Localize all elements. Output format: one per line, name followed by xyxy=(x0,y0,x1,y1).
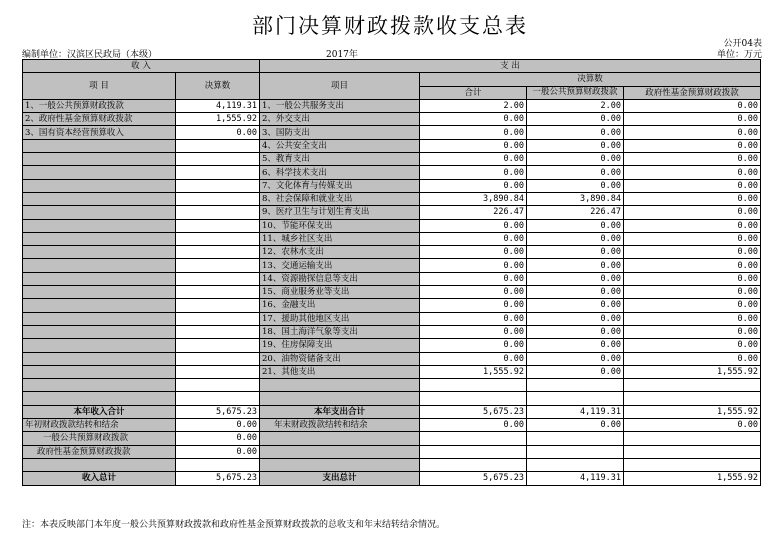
income-item-value xyxy=(176,325,260,338)
expense-general: 0.00 xyxy=(527,232,624,245)
income-item-label xyxy=(23,325,176,338)
income-item-value xyxy=(176,153,260,166)
header-row-1 xyxy=(23,60,761,73)
expense-general: 0.00 xyxy=(527,339,624,352)
expense-item-label: 16、金融支出 xyxy=(260,299,420,312)
expense-general: 0.00 xyxy=(527,139,624,152)
blank-cell xyxy=(260,392,420,405)
expense-total-sum: 5,675.23 xyxy=(420,405,527,418)
expense-fund: 0.00 xyxy=(624,259,761,272)
income-item-label xyxy=(23,206,176,219)
expense-item-label: 2、外交支出 xyxy=(260,113,420,126)
footnote: 注：本表反映部门本年度一般公共预算财政拨款和政府性基金预算财政拨款的总收支和年末结转结余情况。 xyxy=(22,520,446,530)
income-item-label xyxy=(23,299,176,312)
income-item-label xyxy=(23,352,176,365)
grand-in-value: 5,675.23 xyxy=(176,472,260,485)
table-row xyxy=(23,232,761,245)
expense-fund: 0.00 xyxy=(624,139,761,152)
form-code: 公开04表 xyxy=(723,39,762,49)
carry-out-label: 年末财政拨款结转和结余 xyxy=(260,419,420,432)
expense-item-label: 3、国防支出 xyxy=(260,126,420,139)
expense-fund: 0.00 xyxy=(624,192,761,205)
expense-item-label: 18、国土海洋气象等支出 xyxy=(260,325,420,338)
grand-total-row xyxy=(23,472,761,485)
expense-item-label: 7、文化体育与传媒支出 xyxy=(260,179,420,192)
blank-cell xyxy=(23,458,176,471)
blank-cell xyxy=(624,392,761,405)
expense-fund: 0.00 xyxy=(624,113,761,126)
sub2-label: 政府性基金预算财政拨款 xyxy=(23,445,176,458)
expense-item-label: 12、农林水支出 xyxy=(260,246,420,259)
blank-cell xyxy=(624,458,761,471)
expense-fund: 0.00 xyxy=(624,166,761,179)
expense-total: 2.00 xyxy=(420,99,527,112)
table-row xyxy=(23,325,761,338)
report-title: 部门决算财政拨款收支总表 xyxy=(252,14,528,38)
expense-fund: 0.00 xyxy=(624,325,761,338)
expense-general: 0.00 xyxy=(527,179,624,192)
table-row xyxy=(23,99,761,112)
expense-fund: 0.00 xyxy=(624,272,761,285)
blank-cell xyxy=(624,445,761,458)
blank-cell xyxy=(527,432,624,445)
income-item-label xyxy=(23,339,176,352)
income-item-value: 1,555.92 xyxy=(176,113,260,126)
income-item-label: 1、一般公共预算财政拨款 xyxy=(23,99,176,112)
expense-total-general: 4,119.31 xyxy=(527,405,624,418)
expense-item-label: 10、节能环保支出 xyxy=(260,219,420,232)
income-item-label: 2、政府性基金预算财政拨款 xyxy=(23,113,176,126)
blank-cell xyxy=(260,445,420,458)
expense-total: 0.00 xyxy=(420,246,527,259)
table-row xyxy=(23,272,761,285)
sub2-value: 0.00 xyxy=(176,445,260,458)
expense-item-label: 21、其他支出 xyxy=(260,365,420,378)
expense-general: 2.00 xyxy=(527,99,624,112)
blank-cell xyxy=(260,432,420,445)
income-amount-header: 决算数 xyxy=(176,73,260,100)
expense-fund: 0.00 xyxy=(624,126,761,139)
expense-fund: 0.00 xyxy=(624,299,761,312)
fund-col-header: 政府性基金预算财政拨款 xyxy=(624,86,761,99)
expense-total: 0.00 xyxy=(420,325,527,338)
income-item-label: 3、国有资本经营预算收入 xyxy=(23,126,176,139)
blank-cell xyxy=(176,379,260,392)
carry-out-fund: 0.00 xyxy=(624,419,761,432)
expense-fund: 0.00 xyxy=(624,232,761,245)
expense-general: 0.00 xyxy=(527,219,624,232)
income-item-value xyxy=(176,259,260,272)
blank-row xyxy=(23,458,761,471)
expense-general: 226.47 xyxy=(527,206,624,219)
sub2-row xyxy=(23,445,761,458)
expense-fund: 0.00 xyxy=(624,206,761,219)
blank-cell xyxy=(527,445,624,458)
table-row xyxy=(23,365,761,378)
expense-general: 0.00 xyxy=(527,113,624,126)
expense-total: 0.00 xyxy=(420,299,527,312)
expense-total: 0.00 xyxy=(420,153,527,166)
table-row xyxy=(23,219,761,232)
income-item-label xyxy=(23,259,176,272)
income-total: 5,675.23 xyxy=(176,405,260,418)
income-item-value xyxy=(176,206,260,219)
table-row xyxy=(23,339,761,352)
grand-in-label: 收入总计 xyxy=(23,472,176,485)
income-item-label xyxy=(23,192,176,205)
expense-item-label: 19、住房保障支出 xyxy=(260,339,420,352)
table-row xyxy=(23,179,761,192)
sub1-label: 一般公共预算财政拨款 xyxy=(23,432,176,445)
expense-general: 0.00 xyxy=(527,126,624,139)
income-header: 收 入 xyxy=(23,60,260,73)
expense-fund: 0.00 xyxy=(624,286,761,299)
expense-total: 1,555.92 xyxy=(420,365,527,378)
expense-fund: 0.00 xyxy=(624,153,761,166)
income-item-value xyxy=(176,232,260,245)
year-label: 2017年 xyxy=(326,50,358,60)
grand-out-fund: 1,555.92 xyxy=(624,472,761,485)
expense-total: 0.00 xyxy=(420,126,527,139)
expense-item-label: 8、社会保障和就业支出 xyxy=(260,192,420,205)
table-row xyxy=(23,352,761,365)
expense-item-label: 1、一般公共服务支出 xyxy=(260,99,420,112)
expense-item-label: 13、交通运输支出 xyxy=(260,259,420,272)
expense-general: 0.00 xyxy=(527,299,624,312)
carry-row xyxy=(23,419,761,432)
grand-out-general: 4,119.31 xyxy=(527,472,624,485)
expense-item-label: 14、资源勘探信息等支出 xyxy=(260,272,420,285)
expense-total: 0.00 xyxy=(420,312,527,325)
income-item-label xyxy=(23,219,176,232)
income-item-value xyxy=(176,312,260,325)
blank-cell xyxy=(527,392,624,405)
income-item-value: 4,119.31 xyxy=(176,99,260,112)
carry-out-value: 0.00 xyxy=(420,419,527,432)
blank-cell xyxy=(420,392,527,405)
blank-cell xyxy=(176,392,260,405)
expense-fund: 0.00 xyxy=(624,246,761,259)
income-item-value xyxy=(176,166,260,179)
income-item-value xyxy=(176,272,260,285)
expense-general: 0.00 xyxy=(527,259,624,272)
expense-total: 226.47 xyxy=(420,206,527,219)
sub1-row xyxy=(23,432,761,445)
expense-item-label: 9、医疗卫生与计划生育支出 xyxy=(260,206,420,219)
expense-fund: 0.00 xyxy=(624,352,761,365)
blank-cell xyxy=(624,379,761,392)
expense-fund: 0.00 xyxy=(624,219,761,232)
expense-item-label: 17、援助其他地区支出 xyxy=(260,312,420,325)
expense-total: 0.00 xyxy=(420,286,527,299)
blank-cell xyxy=(420,432,527,445)
expense-amount-header: 决算数 xyxy=(420,73,761,86)
expense-item-label: 6、科学技术支出 xyxy=(260,166,420,179)
income-item-header: 项 目 xyxy=(23,73,176,100)
income-expense-total-row xyxy=(23,405,761,418)
income-item-value: 0.00 xyxy=(176,126,260,139)
sub1-value: 0.00 xyxy=(176,432,260,445)
table-row xyxy=(23,153,761,166)
income-item-label xyxy=(23,312,176,325)
income-item-label xyxy=(23,272,176,285)
blank-cell xyxy=(23,392,176,405)
income-item-label xyxy=(23,365,176,378)
income-item-value xyxy=(176,365,260,378)
budget-table xyxy=(22,59,761,486)
income-item-value xyxy=(176,219,260,232)
table-row xyxy=(23,192,761,205)
blank-cell xyxy=(420,445,527,458)
carry-in-value: 0.00 xyxy=(176,419,260,432)
income-item-value xyxy=(176,339,260,352)
header-row-2 xyxy=(23,73,761,86)
income-item-value xyxy=(176,286,260,299)
table-row xyxy=(23,113,761,126)
income-item-value xyxy=(176,246,260,259)
expense-fund: 1,555.92 xyxy=(624,365,761,378)
table-row xyxy=(23,126,761,139)
expense-item-header: 项目 xyxy=(260,73,420,100)
table-row xyxy=(23,286,761,299)
blank-row xyxy=(23,379,761,392)
expense-general: 0.00 xyxy=(527,325,624,338)
table-row xyxy=(23,259,761,272)
blank-cell xyxy=(420,379,527,392)
expense-total: 0.00 xyxy=(420,352,527,365)
expense-total-label: 本年支出合计 xyxy=(260,405,420,418)
expense-fund: 0.00 xyxy=(624,99,761,112)
expense-total: 0.00 xyxy=(420,166,527,179)
income-item-label xyxy=(23,286,176,299)
carry-out-general: 0.00 xyxy=(527,419,624,432)
income-item-label xyxy=(23,232,176,245)
currency-unit: 单位：万元 xyxy=(716,50,762,60)
carry-in-label: 年初财政拨款结转和结余 xyxy=(23,419,176,432)
expense-fund: 0.00 xyxy=(624,312,761,325)
income-item-label xyxy=(23,166,176,179)
expense-fund: 0.00 xyxy=(624,339,761,352)
expense-item-label: 4、公共安全支出 xyxy=(260,139,420,152)
expense-general: 0.00 xyxy=(527,166,624,179)
blank-cell xyxy=(624,432,761,445)
income-item-label xyxy=(23,153,176,166)
income-item-label xyxy=(23,179,176,192)
expense-general: 0.00 xyxy=(527,246,624,259)
expense-total: 0.00 xyxy=(420,113,527,126)
expense-total-fund: 1,555.92 xyxy=(624,405,761,418)
general-col-header: 一般公共预算财政拨款 xyxy=(527,86,624,99)
blank-cell xyxy=(527,458,624,471)
income-item-value xyxy=(176,139,260,152)
grand-out-label: 支出总计 xyxy=(260,472,420,485)
income-item-label xyxy=(23,139,176,152)
table-row xyxy=(23,206,761,219)
expense-total: 0.00 xyxy=(420,272,527,285)
income-item-value xyxy=(176,299,260,312)
expense-header: 支 出 xyxy=(260,60,761,73)
expense-fund: 0.00 xyxy=(624,179,761,192)
unit-label: 编制单位：汉滨区民政局（本级） xyxy=(22,50,158,60)
expense-item-label: 20、油物资储备支出 xyxy=(260,352,420,365)
table-row xyxy=(23,166,761,179)
expense-item-label: 15、商业服务业等支出 xyxy=(260,286,420,299)
expense-total: 0.00 xyxy=(420,139,527,152)
expense-general: 0.00 xyxy=(527,312,624,325)
blank-cell xyxy=(176,458,260,471)
blank-cell xyxy=(23,379,176,392)
table-row xyxy=(23,246,761,259)
expense-total: 0.00 xyxy=(420,259,527,272)
total-col-header: 合计 xyxy=(420,86,527,99)
blank-row xyxy=(23,392,761,405)
expense-item-label: 5、教育支出 xyxy=(260,153,420,166)
expense-general: 0.00 xyxy=(527,153,624,166)
income-item-value xyxy=(176,192,260,205)
expense-total: 3,890.84 xyxy=(420,192,527,205)
blank-cell xyxy=(527,379,624,392)
expense-general: 3,890.84 xyxy=(527,192,624,205)
expense-total: 0.00 xyxy=(420,232,527,245)
income-item-value xyxy=(176,352,260,365)
income-item-label xyxy=(23,246,176,259)
expense-general: 0.00 xyxy=(527,272,624,285)
table-row xyxy=(23,139,761,152)
income-item-value xyxy=(176,179,260,192)
expense-general: 0.00 xyxy=(527,365,624,378)
expense-general: 0.00 xyxy=(527,286,624,299)
table-row xyxy=(23,312,761,325)
expense-total: 0.00 xyxy=(420,219,527,232)
expense-total: 0.00 xyxy=(420,339,527,352)
grand-out-value: 5,675.23 xyxy=(420,472,527,485)
blank-cell xyxy=(420,458,527,471)
income-total-label: 本年收入合计 xyxy=(23,405,176,418)
blank-cell xyxy=(260,458,420,471)
expense-total: 0.00 xyxy=(420,179,527,192)
expense-general: 0.00 xyxy=(527,352,624,365)
table-row xyxy=(23,299,761,312)
blank-cell xyxy=(260,379,420,392)
expense-item-label: 11、城乡社区支出 xyxy=(260,232,420,245)
